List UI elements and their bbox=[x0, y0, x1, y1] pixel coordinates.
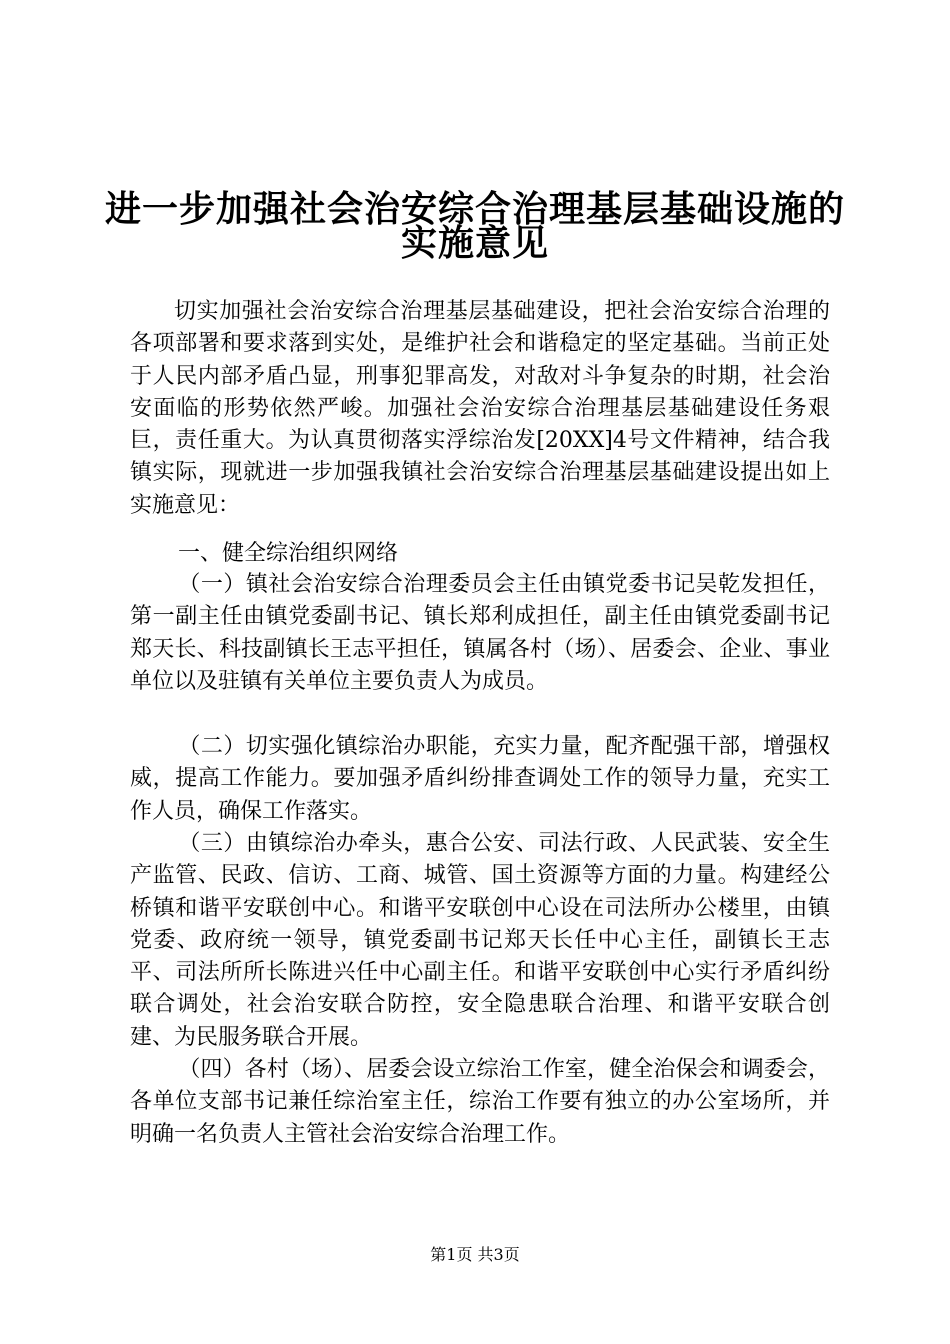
paragraph-item-2: （二）切实强化镇综治办职能，充实力量，配齐配强干部，增强权威，提高工作能力。要加强矛盾纠纷排查调处工作的领导力量，充实工作人员，确保工作落实。 bbox=[130, 734, 830, 824]
section-heading: 一、健全综治组织网络 bbox=[178, 541, 399, 566]
page-footer: 第1页 共3页 bbox=[430, 1245, 520, 1264]
paragraph-item-1: （一）镇社会治安综合治理委员会主任由镇党委书记吴乾发担任，第一副主任由镇党委副书记、镇长郑利成担任，副主任由镇党委副书记郑天长、科技副镇长王志平担任，镇属各村（场）、居委会、企业、事业单位以及驻镇有关单位主要负责人为成员。 bbox=[130, 572, 830, 694]
document-title-line1: 进一步加强社会治安综合治理基层基础设施的 bbox=[104, 189, 845, 230]
document-title-line2: 实施意见 bbox=[400, 223, 549, 264]
paragraph-item-3: （三）由镇综治办牵头，惠合公安、司法行政、人民武装、安全生产监管、民政、信访、工商、城管、国土资源等方面的力量。构建经公桥镇和谐平安联创中心。和谐平安联创中心设在司法所办公楼里，由镇党委、政府统一领导，镇党委副书记郑天长任中心主任，副镇长王志平、司法所所长陈进兴任中心副主任。和谐平安联创中心实行矛盾纠纷联合调处，社会治安联合防控，安全隐患联合治理、和谐平安联合创建、为民服务联合开展。 bbox=[130, 831, 830, 1050]
paragraph-item-4: （四）各村（场）、居委会设立综治工作室，健全治保会和调委会，各单位支部书记兼任综治室主任，综治工作要有独立的办公室场所，并明确一名负责人主管社会治安综合治理工作。 bbox=[130, 1057, 830, 1147]
intro-paragraph: 切实加强社会治安综合治理基层基础建设，把社会治安综合治理的各项部署和要求落到实处，是维护社会和谐稳定的坚定基础。当前正处于人民内部矛盾凸显，刑事犯罪高发，对敌对斗争复杂的时期，社会治安面临的形势依然严峻。加强社会治安综合治理基层基础建设任务艰巨，责任重大。为认真贯彻落实浮综治发[20XX]4号文件精神，结合我镇实际，现就进一步加强我镇社会治安综合治理基层基础建设提出如上实施意见： bbox=[130, 299, 830, 518]
